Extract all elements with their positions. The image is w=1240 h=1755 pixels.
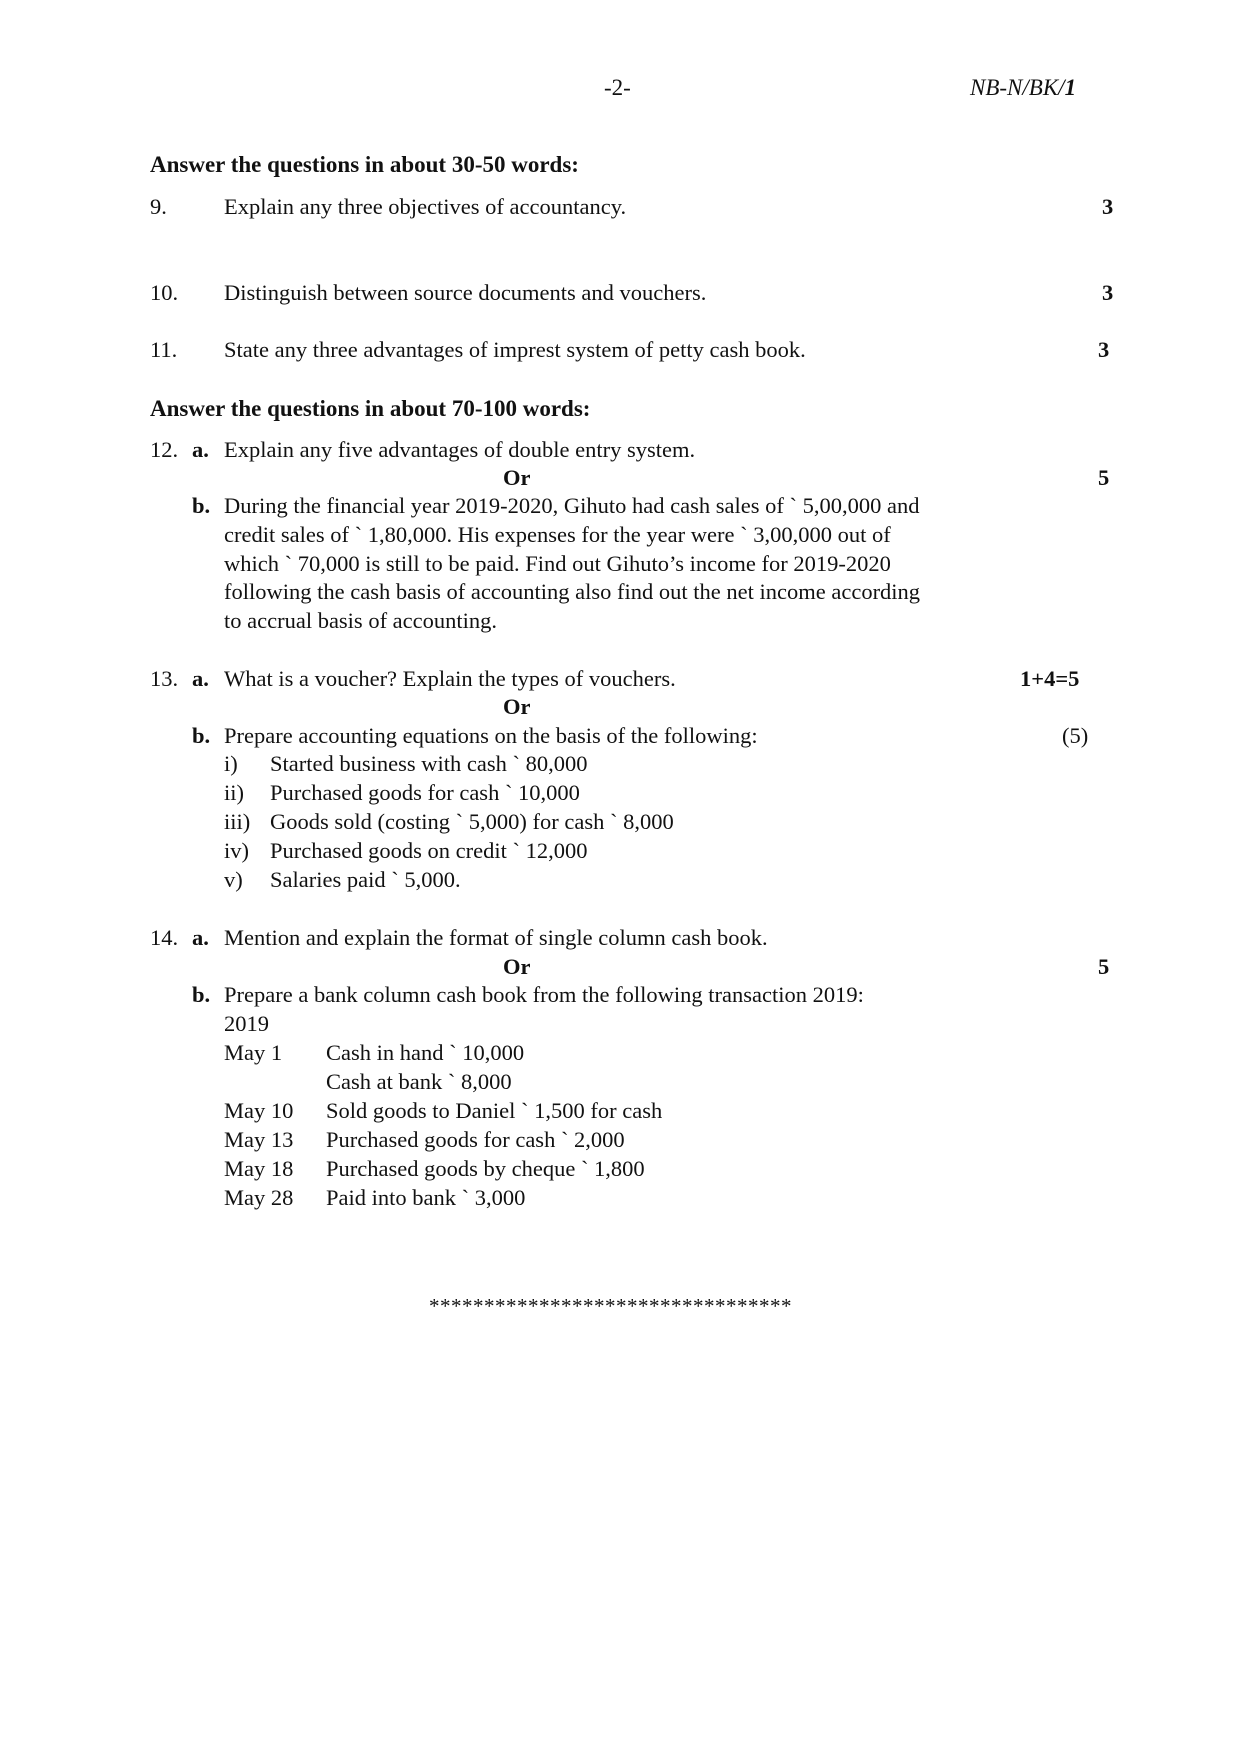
option-b-text: Prepare a bank column cash book from the following transaction 2019: bbox=[224, 982, 864, 1007]
question-marks: 3 bbox=[1102, 194, 1114, 219]
transaction-year: 2019 bbox=[224, 1011, 269, 1036]
or-label: Or bbox=[503, 465, 531, 490]
transaction-text: Paid into bank ` 3,000 bbox=[326, 1185, 526, 1210]
question-text: State any three advantages of imprest system of petty cash book. bbox=[224, 337, 806, 362]
option-b-line: to accrual basis of accounting. bbox=[224, 608, 498, 633]
page-number: -2- bbox=[604, 75, 631, 100]
question-number: 14. bbox=[150, 925, 179, 950]
question-marks: 3 bbox=[1102, 280, 1114, 305]
list-item-text: Started business with cash ` 80,000 bbox=[270, 751, 588, 776]
list-item-number: ii) bbox=[224, 780, 244, 805]
option-b-label: b. bbox=[192, 982, 211, 1007]
or-label: Or bbox=[503, 694, 531, 719]
list-item-text: Purchased goods on credit ` 12,000 bbox=[270, 838, 588, 863]
option-b-label: b. bbox=[192, 493, 211, 518]
transaction-date: May 10 bbox=[224, 1098, 294, 1123]
transaction-date: May 13 bbox=[224, 1127, 294, 1152]
section-heading-long-answers: Answer the questions in about 70-100 words: bbox=[150, 396, 591, 421]
list-item-text: Purchased goods for cash ` 10,000 bbox=[270, 780, 580, 805]
option-a-text: Explain any five advantages of double entry system. bbox=[224, 437, 696, 462]
option-b-text: Prepare accounting equations on the basis of the following: bbox=[224, 723, 758, 748]
question-marks: 3 bbox=[1098, 337, 1110, 362]
option-b-line: During the financial year 2019-2020, Gihuto had cash sales of ` 5,00,000 and bbox=[224, 493, 920, 518]
option-a-text: What is a voucher? Explain the types of vouchers. bbox=[224, 666, 676, 691]
option-b-line: which ` 70,000 is still to be paid. Find out Gihuto’s income for 2019-2020 bbox=[224, 551, 891, 576]
option-b-marks: (5) bbox=[1062, 723, 1089, 748]
question-number: 13. bbox=[150, 666, 179, 691]
question-number: 12. bbox=[150, 437, 179, 462]
question-number: 11. bbox=[150, 337, 178, 362]
question-number: 9. bbox=[150, 194, 167, 219]
list-item-number: iii) bbox=[224, 809, 251, 834]
transaction-text: Purchased goods for cash ` 2,000 bbox=[326, 1127, 625, 1152]
list-item-text: Salaries paid ` 5,000. bbox=[270, 867, 461, 892]
question-marks: 5 bbox=[1098, 465, 1110, 490]
paper-code: NB-N/BK/1 bbox=[970, 75, 1077, 100]
transaction-date: May 28 bbox=[224, 1185, 294, 1210]
list-item-number: iv) bbox=[224, 838, 249, 863]
option-b-line: credit sales of ` 1,80,000. His expenses for the year were ` 3,00,000 out of bbox=[224, 522, 891, 547]
question-number: 10. bbox=[150, 280, 179, 305]
list-item-number: i) bbox=[224, 751, 238, 776]
question-text: Distinguish between source documents and vouchers. bbox=[224, 280, 707, 305]
option-b-line: following the cash basis of accounting also find out the net income according bbox=[224, 579, 921, 604]
question-text: Explain any three objectives of accountancy. bbox=[224, 194, 627, 219]
list-item-number: v) bbox=[224, 867, 243, 892]
or-label: Or bbox=[503, 954, 531, 979]
option-a-label: a. bbox=[192, 437, 209, 462]
option-a-text: Mention and explain the format of single column cash book. bbox=[224, 925, 768, 950]
transaction-text: Cash at bank ` 8,000 bbox=[326, 1069, 512, 1094]
option-a-label: a. bbox=[192, 925, 209, 950]
transaction-text: Sold goods to Daniel ` 1,500 for cash bbox=[326, 1098, 663, 1123]
end-separator: ********************************* bbox=[429, 1294, 792, 1318]
option-b-label: b. bbox=[192, 723, 211, 748]
transaction-text: Cash in hand ` 10,000 bbox=[326, 1040, 525, 1065]
list-item-text: Goods sold (costing ` 5,000) for cash ` 8,000 bbox=[270, 809, 674, 834]
transaction-date: May 18 bbox=[224, 1156, 294, 1181]
section-heading-short-answers: Answer the questions in about 30-50 words: bbox=[150, 152, 579, 177]
transaction-date: May 1 bbox=[224, 1040, 283, 1065]
question-marks: 5 bbox=[1098, 954, 1110, 979]
question-marks: 1+4=5 bbox=[1020, 666, 1080, 691]
transaction-text: Purchased goods by cheque ` 1,800 bbox=[326, 1156, 645, 1181]
option-a-label: a. bbox=[192, 666, 209, 691]
